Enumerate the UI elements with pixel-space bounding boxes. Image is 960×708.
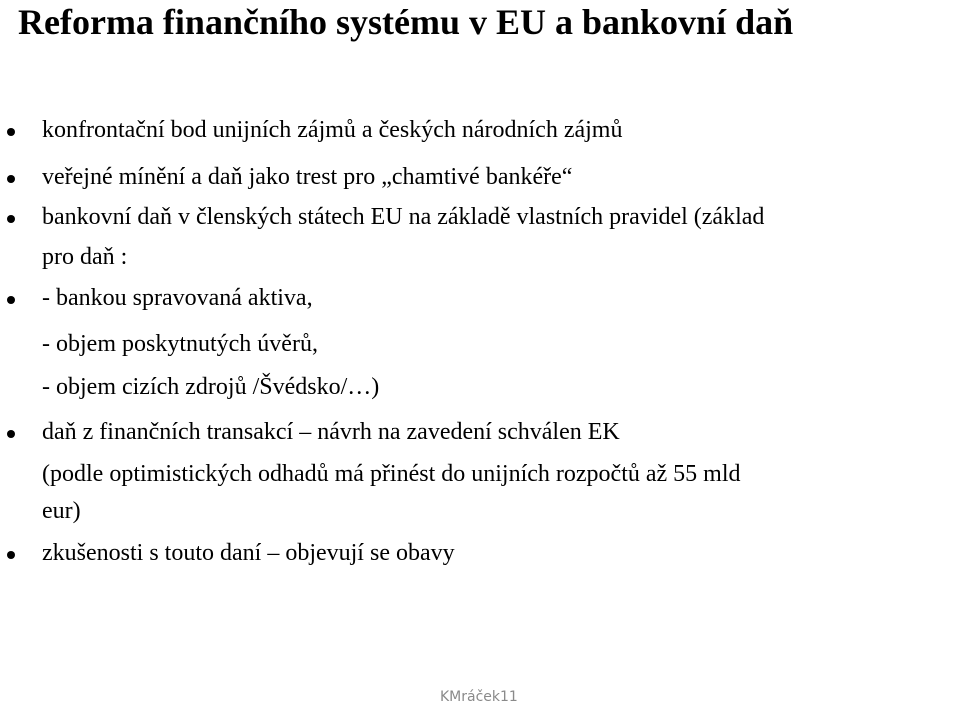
bullet-line-6: zkušenosti s touto daní – objevují se obavy xyxy=(42,540,455,566)
bullet-line-5: daň z finančních transakcí – návrh na zavedení schválen EK xyxy=(42,419,620,445)
bullet-line-4-cont-1: - objem poskytnutých úvěrů, xyxy=(42,331,318,357)
bullet-line-3-cont: pro daň : xyxy=(42,244,128,270)
bullet-line-1: konfrontační bod unijních zájmů a českých národních zájmů xyxy=(42,117,623,143)
bullet-line-2: veřejné mínění a daň jako trest pro „chamtivé bankéře“ xyxy=(42,164,573,190)
bullet-5 xyxy=(7,430,15,438)
bullet-4 xyxy=(7,296,15,304)
bullet-line-5-cont-1: (podle optimistických odhadů má přinést do unijních rozpočtů až 55 mld xyxy=(42,461,741,487)
bullet-6 xyxy=(7,551,15,559)
bullet-line-4-cont-2: - objem cizích zdrojů /Švédsko/…) xyxy=(42,374,380,400)
bullet-1 xyxy=(7,128,15,136)
bullet-3 xyxy=(7,215,15,223)
slide-title: Reforma finančního systému v EU a bankovní daň xyxy=(18,2,794,42)
bullet-2 xyxy=(7,175,15,183)
slide-footer: KMráček11 xyxy=(440,689,518,705)
bullet-line-4: - bankou spravovaná aktiva, xyxy=(42,285,313,311)
bullet-line-5-cont-2: eur) xyxy=(42,498,81,524)
bullet-line-3: bankovní daň v členských státech EU na základě vlastních pravidel (základ xyxy=(42,204,765,230)
